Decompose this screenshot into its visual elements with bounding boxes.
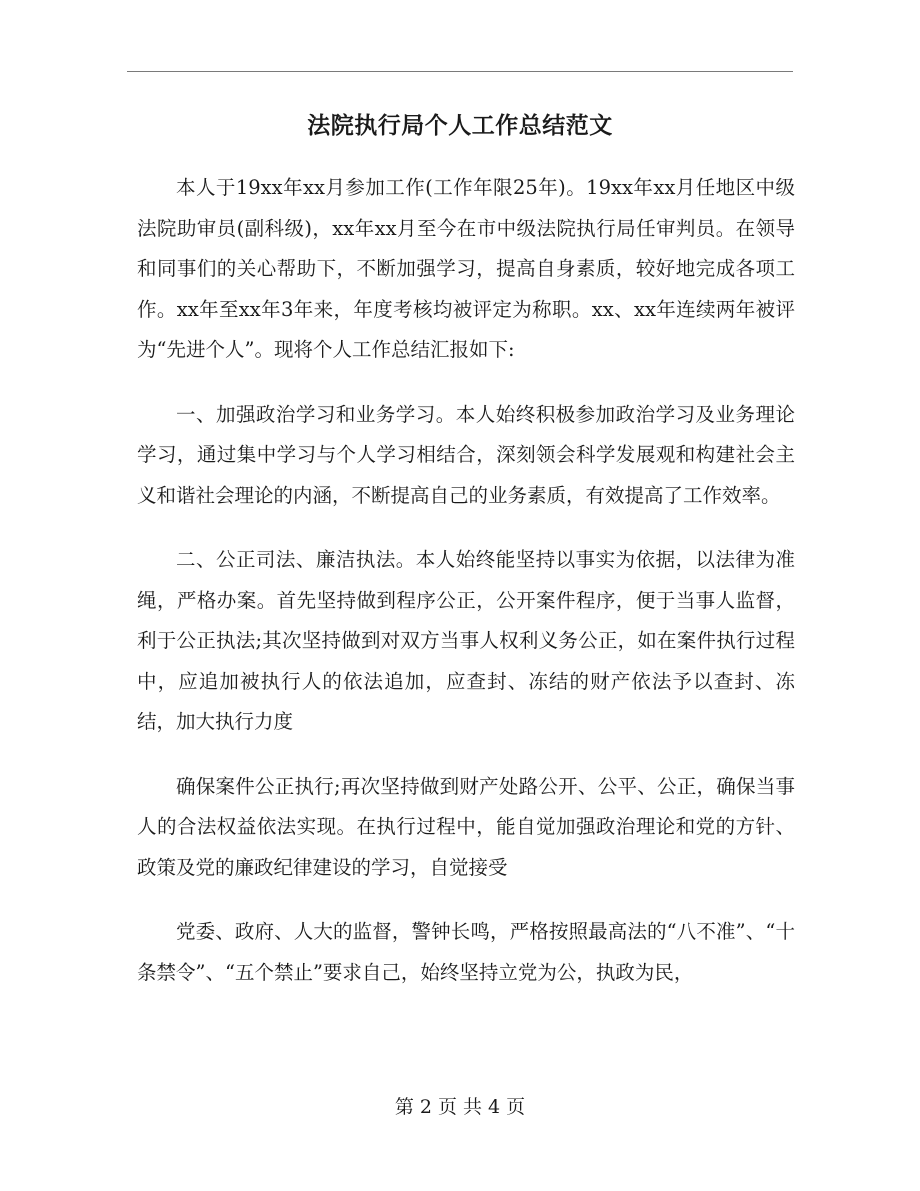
- header-rule: [127, 71, 793, 72]
- body-paragraph: 本人于19xx年xx月参加工作(工作年限25年)。19xx年xx月任地区中级法院助审员(副科级)，xx年xx月至今在市中级法院执行局任审判员。在领导和同事们的关心帮助下，不断加强学习，提高自身素质，较好地完成各项工作。xx年至xx年3年来，年度考核均被评定为称职。xx、xx年连续两年被评为“先进个人”。现将个人工作总结汇报如下:: [137, 176, 795, 361]
- page-number: 第 2 页 共 4 页: [394, 1096, 526, 1118]
- body-paragraph: 二、公正司法、廉洁执法。本人始终能坚持以事实为依据，以法律为准绳，严格办案。首先坚持做到程序公正，公开案件程序，便于当事人监督，利于公正执法;其次坚持做到对双方当事人权利义务公正，如在案件执行过程中，应追加被执行人的依法追加，应查封、冻结的财产依法予以查封、冻结，加大执行力度: [137, 548, 795, 733]
- body-paragraph: 党委、政府、人大的监督，警钟长鸣，严格按照最高法的“八不准”、“十条禁令”、“五个禁止”要求自己，始终坚持立党为公，执政为民，: [137, 920, 795, 984]
- body-paragraph: 一、加强政治学习和业务学习。本人始终积极参加政治学习及业务理论学习，通过集中学习与个人学习相结合，深刻领会科学发展观和构建社会主义和谐社会理论的内涵，不断提高自己的业务素质，有效提高了工作效率。: [137, 402, 795, 507]
- document-body: [137, 168, 795, 993]
- body-paragraph: 确保案件公正执行;再次坚持做到财产处路公开、公平、公正，确保当事人的合法权益依法实现。在执行过程中，能自觉加强政治理论和党的方针、政策及党的廉政纪律建设的学习，自觉接受: [137, 774, 795, 879]
- document-title: 法院执行局个人工作总结范文: [307, 112, 613, 139]
